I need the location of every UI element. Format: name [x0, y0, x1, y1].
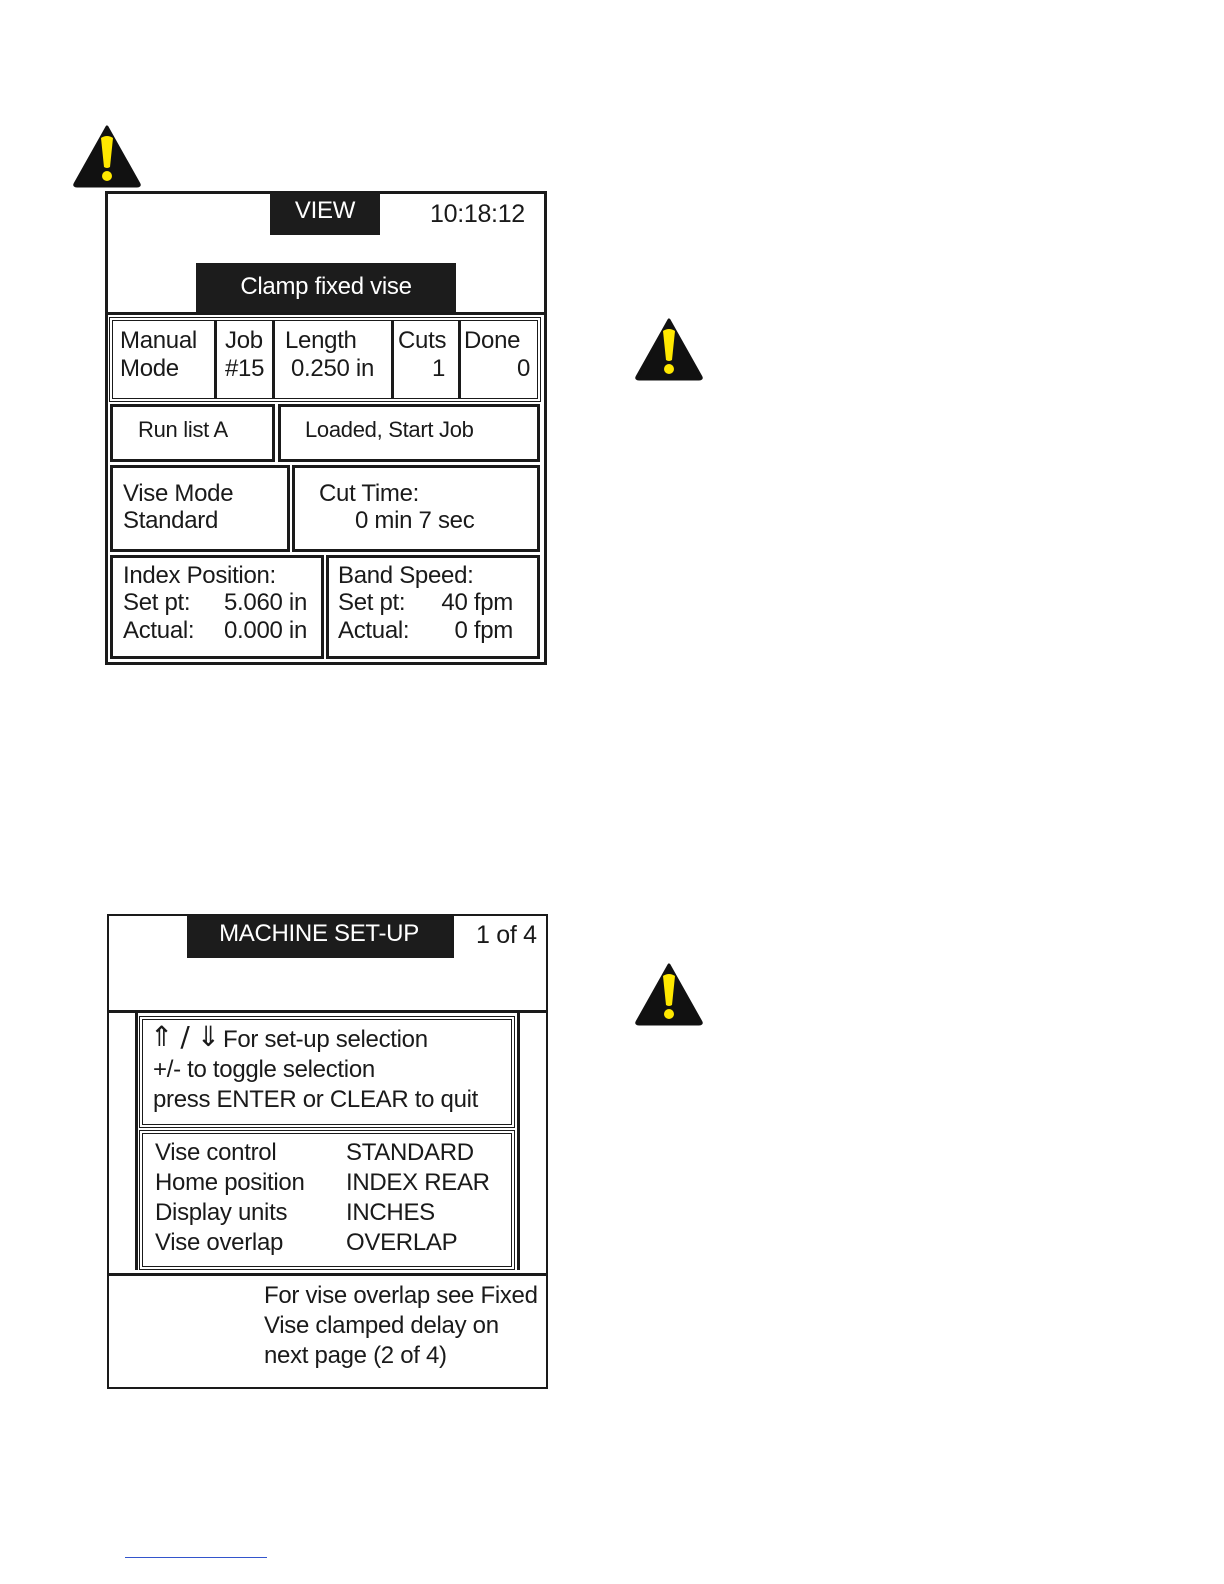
note-line: Vise clamped delay on: [264, 1312, 499, 1339]
done-label: Done: [464, 327, 521, 354]
length-value: 0.250 in: [291, 355, 375, 382]
divider: [105, 312, 547, 315]
band-actual-value: 0 fpm: [454, 617, 513, 644]
warning-icon: [634, 317, 704, 381]
setting-name[interactable]: Vise overlap: [155, 1229, 284, 1256]
setting-name[interactable]: Display units: [155, 1199, 288, 1226]
instruction-line: For set-up selection: [223, 1026, 428, 1053]
divider: [458, 321, 461, 398]
mode-label: Mode: [120, 355, 179, 382]
job-status: Loaded, Start Job: [305, 417, 474, 442]
band-setpt-label: Set pt:: [338, 589, 406, 616]
divider: [272, 321, 275, 398]
setting-name[interactable]: Vise control: [155, 1139, 277, 1166]
index-setpt-value: 5.060 in: [223, 589, 307, 616]
note-line: For vise overlap see Fixed: [264, 1282, 538, 1309]
divider: [107, 1273, 548, 1276]
note-line: next page (2 of 4): [264, 1342, 447, 1369]
divider: [214, 321, 217, 398]
arrow-up-down-icon: ⇑ / ⇓: [150, 1020, 220, 1053]
setting-name[interactable]: Home position: [155, 1169, 305, 1196]
divider: [107, 1010, 548, 1013]
setting-value[interactable]: INCHES: [346, 1199, 435, 1226]
machine-setup-tab[interactable]: MACHINE SET-UP: [187, 916, 451, 958]
divider: [391, 321, 394, 398]
divider: [517, 1012, 520, 1270]
cut-time-value: 0 min 7 sec: [355, 507, 475, 534]
cut-time-label: Cut Time:: [319, 480, 419, 507]
warning-icon: [72, 124, 142, 188]
cuts-value: 1: [431, 355, 445, 382]
index-setpt-label: Set pt:: [123, 589, 191, 616]
length-label: Length: [285, 327, 357, 354]
warning-icon: [634, 962, 704, 1026]
done-value: 0: [516, 355, 530, 382]
band-actual-label: Actual:: [338, 617, 410, 644]
run-list-label: Run list A: [138, 417, 228, 442]
job-value: #15: [225, 355, 265, 382]
setting-value[interactable]: STANDARD: [346, 1139, 474, 1166]
instruction-line: press ENTER or CLEAR to quit: [153, 1086, 479, 1113]
clock: 10:18:12: [430, 200, 525, 228]
setting-value[interactable]: INDEX REAR: [346, 1169, 490, 1196]
divider: [135, 1012, 138, 1270]
job-label: Job: [225, 327, 263, 354]
vise-mode-value: Standard: [123, 507, 219, 534]
index-position-title: Index Position:: [123, 562, 276, 589]
cuts-label: Cuts: [398, 327, 447, 354]
band-setpt-value: 40 fpm: [441, 589, 513, 616]
index-actual-label: Actual:: [123, 617, 195, 644]
index-actual-value: 0.000 in: [223, 617, 307, 644]
band-speed-title: Band Speed:: [338, 562, 474, 589]
vise-mode-label: Vise Mode: [123, 480, 234, 507]
view-tab[interactable]: VIEW: [270, 193, 380, 235]
instruction-line: +/- to toggle selection: [153, 1056, 375, 1083]
divider: [451, 916, 454, 958]
page-indicator: 1 of 4: [476, 921, 537, 949]
setting-value[interactable]: OVERLAP: [346, 1229, 458, 1256]
status-banner: Clamp fixed vise: [196, 263, 456, 313]
mode-label: Manual: [120, 327, 197, 354]
footer-rule: [125, 1557, 267, 1558]
